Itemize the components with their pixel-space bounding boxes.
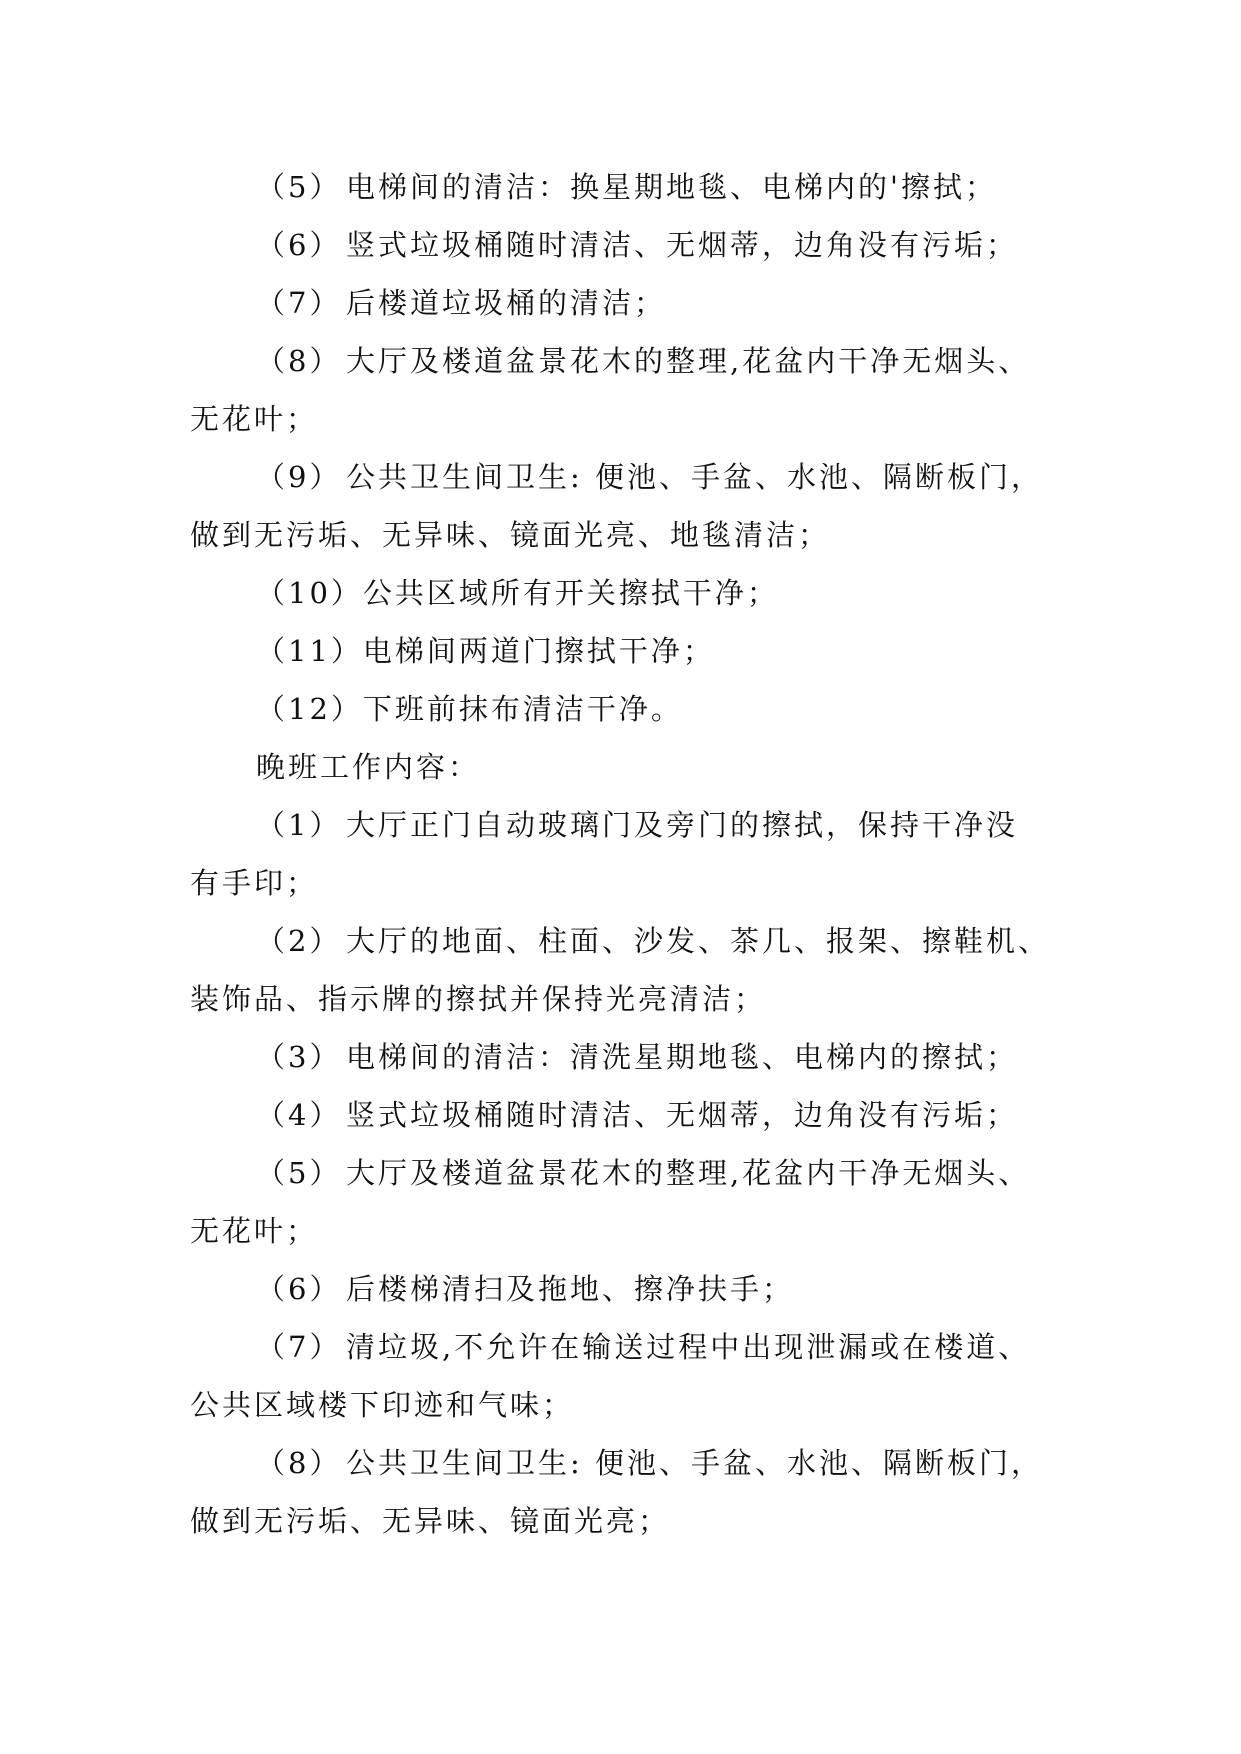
list-item-continuation	[190, 854, 1070, 912]
item-text: 大厅正门自动玻璃门及旁门的擦拭，保持干净没	[346, 808, 1019, 842]
item-text: 装饰品、指示牌的擦拭并保持光亮清洁；	[190, 982, 767, 1016]
item-text: 无花叶；	[190, 402, 319, 436]
item-text: 公共卫生间卫生: 便池、手盆、水池、隔断板门，	[346, 1446, 1043, 1480]
item-text: 后楼梯清扫及拖地、擦净扶手；	[346, 1272, 795, 1306]
item-text: 公共卫生间卫生: 便池、手盆、水池、隔断板门，	[346, 460, 1043, 494]
item-number: （3）	[256, 1040, 342, 1074]
item-text: 后楼道垃圾桶的清洁；	[346, 286, 667, 320]
item-number: （5）	[256, 1156, 342, 1190]
list-item	[190, 1260, 1070, 1318]
list-item	[190, 216, 1070, 274]
item-number: （7）	[256, 286, 342, 320]
item-number: （1）	[256, 808, 342, 842]
item-number: （5）	[256, 170, 342, 204]
item-text: 大厅及楼道盆景花木的整理,花盆内干净无烟头、	[346, 344, 1031, 378]
list-item	[190, 158, 1070, 216]
item-number: （2）	[256, 924, 342, 958]
list-item	[190, 1434, 1070, 1492]
list-item-continuation	[190, 970, 1070, 1028]
item-text: 电梯间的清洁：清洗星期地毯、电梯内的擦拭；	[346, 1040, 1019, 1074]
section-heading	[190, 738, 1070, 796]
list-item	[190, 622, 1070, 680]
item-text: 竖式垃圾桶随时清洁、无烟蒂，边角没有污垢；	[346, 1098, 1019, 1132]
item-text: 电梯间两道门擦拭干净；	[362, 634, 715, 668]
item-text: 竖式垃圾桶随时清洁、无烟蒂，边角没有污垢；	[346, 228, 1019, 262]
item-number: （6）	[256, 228, 342, 262]
item-text: 有手印；	[190, 866, 319, 900]
list-item	[190, 796, 1070, 854]
list-item	[190, 564, 1070, 622]
item-text: 公共区域楼下印迹和气味；	[190, 1388, 575, 1422]
list-item-continuation	[190, 1492, 1070, 1550]
item-text: 无花叶；	[190, 1214, 319, 1248]
document-body	[190, 158, 1070, 1550]
section-heading-text: 晚班工作内容：	[256, 750, 481, 784]
item-number: （12）	[256, 692, 363, 726]
item-number: （10）	[256, 576, 363, 610]
item-text: 公共区域所有开关擦拭干净；	[362, 576, 779, 610]
list-item-continuation	[190, 1202, 1070, 1260]
list-item	[190, 332, 1070, 390]
item-number: （11）	[256, 634, 363, 668]
list-item-continuation	[190, 506, 1070, 564]
item-text: 做到无污垢、无异味、镜面光亮、地毯清洁；	[190, 518, 831, 552]
item-number: （7）	[256, 1330, 342, 1364]
list-item	[190, 912, 1070, 970]
list-item	[190, 1318, 1070, 1376]
list-item	[190, 448, 1070, 506]
item-text: 清垃圾,不允许在输送过程中出现泄漏或在楼道、	[346, 1330, 1031, 1364]
list-item	[190, 680, 1070, 738]
item-number: （4）	[256, 1098, 342, 1132]
list-item	[190, 1086, 1070, 1144]
list-item-continuation	[190, 390, 1070, 448]
item-text: 电梯间的清洁：换星期地毯、电梯内的'擦拭；	[346, 170, 997, 204]
item-text: 大厅及楼道盆景花木的整理,花盆内干净无烟头、	[346, 1156, 1031, 1190]
item-number: （9）	[256, 460, 342, 494]
item-text: 做到无污垢、无异味、镜面光亮；	[190, 1504, 671, 1538]
list-item	[190, 1028, 1070, 1086]
item-number: （8）	[256, 1446, 342, 1480]
item-text: 下班前抹布清洁干净。	[362, 692, 683, 726]
item-text: 大厅的地面、柱面、沙发、茶几、报架、擦鞋机、	[346, 924, 1051, 958]
list-item-continuation	[190, 1376, 1070, 1434]
list-item	[190, 274, 1070, 332]
list-item	[190, 1144, 1070, 1202]
item-number: （6）	[256, 1272, 342, 1306]
item-number: （8）	[256, 344, 342, 378]
